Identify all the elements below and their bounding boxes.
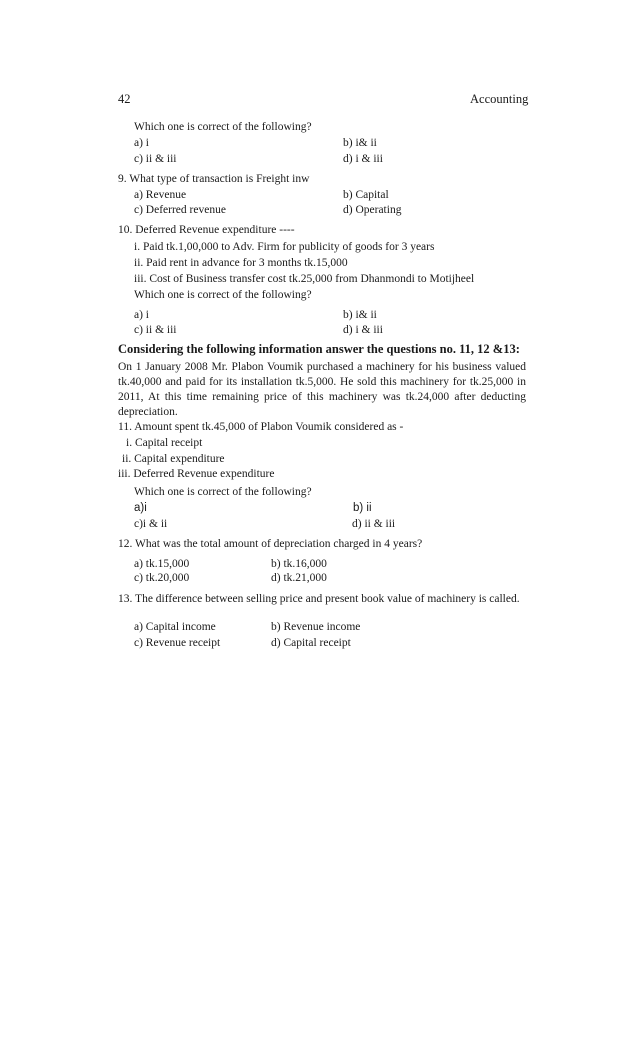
q9-question: 9. What type of transaction is Freight inw [118, 173, 310, 185]
q12-question: 12. What was the total amount of depreciation charged in 4 years? [118, 538, 423, 550]
q9-option-a: a) Revenue [134, 189, 187, 201]
q13-question: 13. The difference between selling price and present book value of machinery is called. [118, 593, 520, 605]
q12-option-c: c) tk.20,000 [134, 572, 190, 584]
q12-option-d: d) tk.21,000 [271, 572, 327, 584]
q8-option-b: b) i& ii [343, 137, 377, 149]
q8-option-c: c) ii & iii [134, 153, 177, 165]
q10-item-i: i. Paid tk.1,00,000 to Adv. Firm for publicity of goods for 3 years [134, 241, 435, 253]
q11-option-d: d) ii & iii [352, 518, 396, 530]
q9-option-b: b) Capital [343, 189, 389, 201]
q10-option-a: a) i [134, 309, 150, 321]
q8-stem: Which one is correct of the following? [134, 121, 312, 133]
q10-stem: Which one is correct of the following? [134, 289, 312, 301]
info-heading: Considering the following information answer the questions no. 11, 12 &13: [118, 342, 520, 356]
q13-option-d: d) Capital receipt [271, 637, 351, 649]
q11-option-b: b) ii [353, 502, 372, 514]
q11-question: 11. Amount spent tk.45,000 of Plabon Voumik considered as - [118, 421, 404, 433]
info-paragraph: On 1 January 2008 Mr. Plabon Voumik purchased a machinery for his business valued tk.40,000 and paid for its installation tk.5,000. He sold this machinery for tk.25,000 in 2011, At this time remaining price of this machinery was tk.24,000 after deducting depreciation. [118, 361, 526, 418]
q12-option-b: b) tk.16,000 [271, 558, 327, 570]
q9-option-d: d) Operating [343, 204, 402, 216]
q9-option-c: c) Deferred revenue [134, 204, 226, 216]
q13-option-b: b) Revenue income [271, 621, 361, 633]
q10-question: 10. Deferred Revenue expenditure ---- [118, 224, 295, 236]
q10-item-iii: iii. Cost of Business transfer cost tk.25,000 from Dhanmondi to Motijheel [134, 273, 475, 285]
q13-option-c: c) Revenue receipt [134, 637, 221, 649]
q11-item-iii: iii. Deferred Revenue expenditure [118, 468, 275, 480]
running-title: Accounting [470, 92, 529, 106]
q10-item-ii: ii. Paid rent in advance for 3 months tk.15,000 [134, 257, 348, 269]
q11-item-i: i. Capital receipt [126, 437, 203, 449]
q8-option-d: d) i & iii [343, 153, 383, 165]
q13-option-a: a) Capital income [134, 621, 216, 633]
q11-option-c: c)i & ii [134, 518, 168, 530]
q11-item-ii: ii. Capital expenditure [122, 453, 225, 465]
q12-option-a: a) tk.15,000 [134, 558, 190, 570]
q8-option-a: a) i [134, 137, 150, 149]
q11-option-a: a)i [134, 502, 147, 514]
q10-option-d: d) i & iii [343, 324, 383, 336]
q10-option-c: c) ii & iii [134, 324, 177, 336]
q11-stem: Which one is correct of the following? [134, 486, 312, 498]
page-number: 42 [118, 92, 131, 106]
q10-option-b: b) i& ii [343, 309, 377, 321]
